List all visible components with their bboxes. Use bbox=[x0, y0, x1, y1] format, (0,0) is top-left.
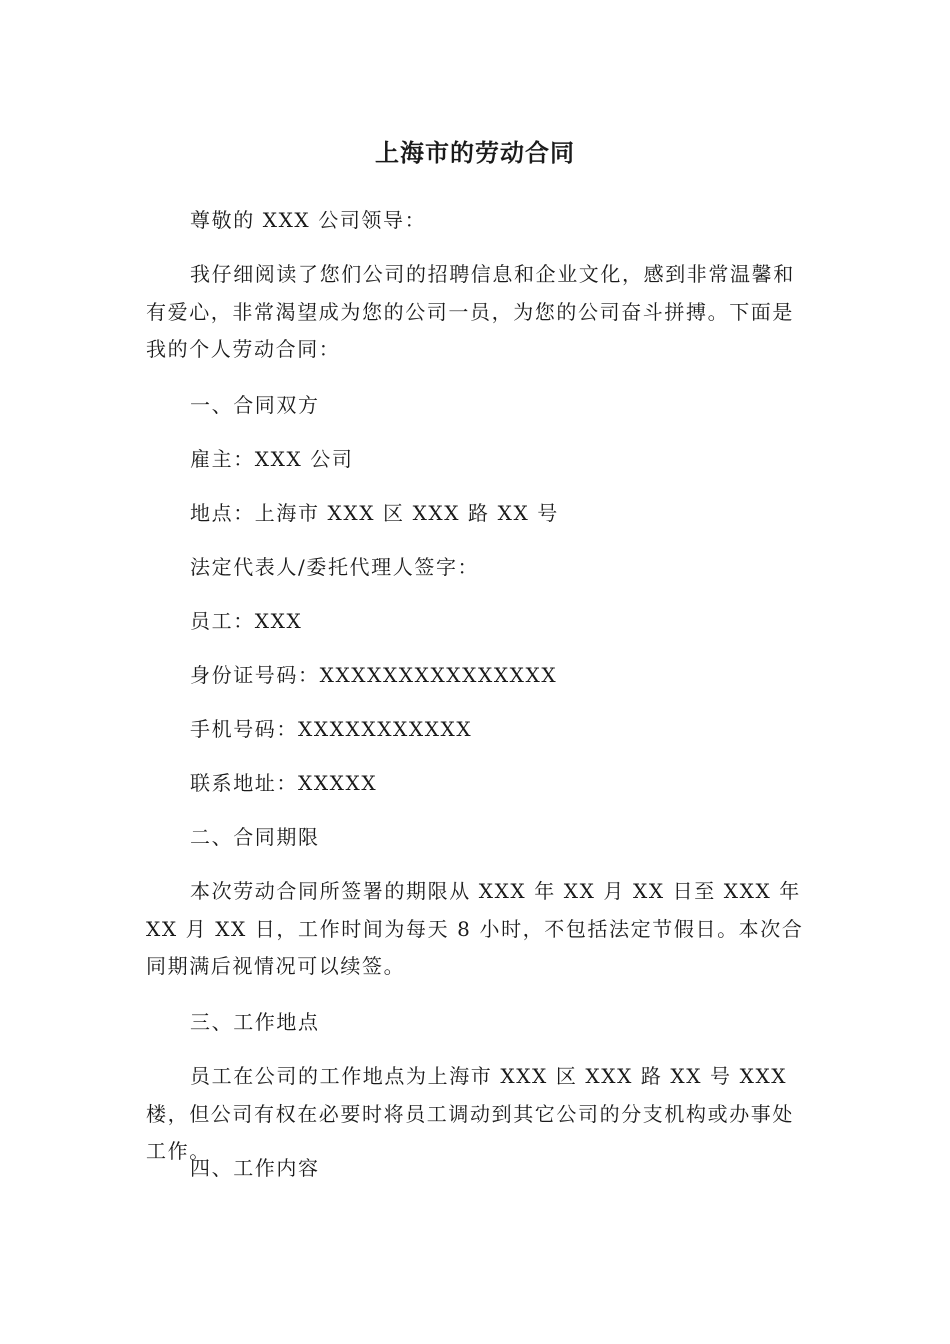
representative-line: 法定代表人/委托代理人签字： bbox=[190, 555, 480, 579]
location-line: 地点：上海市 XXX 区 XXX 路 XX 号 bbox=[190, 501, 559, 525]
id-number-line: 身份证号码：XXXXXXXXXXXXXXX bbox=[190, 663, 558, 687]
section-heading-parties: 一、合同双方 bbox=[190, 393, 320, 417]
phone-line: 手机号码：XXXXXXXXXXX bbox=[190, 717, 473, 741]
greeting: 尊敬的 XXX 公司领导： bbox=[190, 208, 427, 232]
document-title: 上海市的劳动合同 bbox=[375, 139, 575, 167]
section-heading-location: 三、工作地点 bbox=[190, 1010, 320, 1034]
section-heading-term: 二、合同期限 bbox=[190, 825, 320, 849]
intro-paragraph: 我仔细阅读了您们公司的招聘信息和企业文化，感到非常温馨和有爱心，非常渴望成为您的公司一员，为您的公司奋斗拼搏。下面是我的个人劳动合同： bbox=[146, 262, 795, 361]
address-line: 联系地址：XXXXX bbox=[190, 771, 378, 795]
employee-line: 员工：XXX bbox=[190, 609, 303, 633]
work-location-paragraph: 员工在公司的工作地点为上海市 XXX 区 XXX 路 XX 号 XXX 楼，但公司有权在必要时将员工调动到其它公司的分支机构或办事处工作。 bbox=[146, 1064, 794, 1163]
section-heading-duties: 四、工作内容 bbox=[190, 1156, 320, 1180]
employer-line: 雇主：XXX 公司 bbox=[190, 447, 354, 471]
term-paragraph: 本次劳动合同所签署的期限从 XXX 年 XX 月 XX 日至 XXX 年 XX 月 XX 日，工作时间为每天 8 小时，不包括法定节假日。本次合同期满后视情况可以续签。 bbox=[146, 879, 804, 978]
